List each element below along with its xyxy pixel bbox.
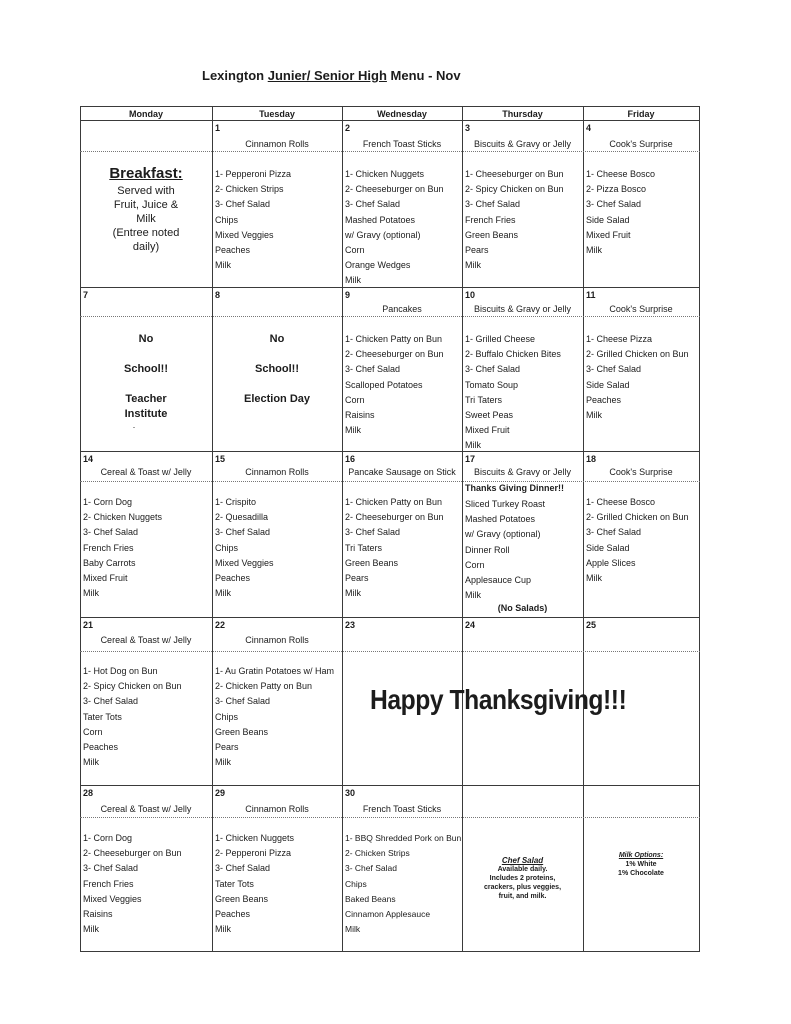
breakfast-special: Pancakes <box>382 304 422 314</box>
lunch-menu: 1- Chicken Nuggets 2- Cheeseburger on Bun 3- Chef Salad Mashed Potatoes w/ Gravy (optional) Corn Orange Wedges Milk <box>345 169 444 286</box>
lunch-menu: 1- Chicken Patty on Bun 2- Cheeseburger on Bun 3- Chef Salad Tri Taters Green Beans Pears Milk <box>345 497 444 599</box>
header-thursday: Thursday <box>502 109 543 119</box>
breakfast-heading: Breakfast: <box>109 165 183 182</box>
chef-salad-body: Available daily. Includes 2 proteins, crackers, plus veggies, fruit, and milk. <box>483 866 562 900</box>
header-wednesday: Wednesday <box>377 109 427 119</box>
lunch-menu: 1- Cheeseburger on Bun 2- Spicy Chicken on Bun 3- Chef Salad French Fries Green Beans Pears Milk <box>465 169 564 271</box>
breakfast-special: Cook's Surprise <box>609 467 673 477</box>
day-number: 29 <box>215 788 226 798</box>
milk-options-note <box>583 851 699 878</box>
breakfast-special: French Toast Sticks <box>362 139 442 149</box>
day-number: 18 <box>586 454 597 464</box>
breakfast-special: Biscuits & Gravy or Jelly <box>473 139 572 149</box>
breakfast-special: Cinnamon Rolls <box>245 804 309 814</box>
header-friday: Friday <box>627 109 655 119</box>
breakfast-special: Cereal & Toast w/ Jelly <box>100 804 192 814</box>
lunch-menu: 1- Cheese Bosco 2- Grilled Chicken on Bun 3- Chef Salad Side Salad Apple Slices Milk <box>586 497 689 584</box>
lunch-menu: 1- BBQ Shredded Pork on Bun 2- Chicken Strips 3- Chef Salad Chips Baked Beans Cinnamon Applesauce Milk <box>345 833 462 935</box>
day-number: 21 <box>83 620 94 630</box>
day-number: 3 <box>465 123 471 133</box>
day-number: 22 <box>215 620 226 630</box>
happy-thanksgiving-banner: Happy Thanksgiving!!! <box>370 684 627 715</box>
breakfast-special: Cinnamon Rolls <box>245 635 309 645</box>
lunch-menu: 1- Cheese Bosco 2- Pizza Bosco 3- Chef Salad Side Salad Mixed Fruit Milk <box>586 169 656 256</box>
lunch-menu: 1- Cheese Pizza 2- Grilled Chicken on Bun 3- Chef Salad Side Salad Peaches Milk <box>586 334 689 421</box>
breakfast-special: Pancake Sausage on Stick <box>348 467 456 477</box>
day-number: 16 <box>345 454 356 464</box>
lunch-menu: 1- Grilled Cheese 2- Buffalo Chicken Bites 3- Chef Salad Tomato Soup Tri Taters Sweet Peas Mixed Fruit Milk <box>465 334 561 451</box>
day-number: 15 <box>215 454 226 464</box>
no-salads-note: (No Salads) <box>497 603 548 613</box>
day-number: 7 <box>83 290 89 300</box>
lunch-menu: Sliced Turkey Roast Mashed Potatoes w/ Gravy (optional) Dinner Roll Corn Applesauce Cup Milk <box>465 499 546 601</box>
lunch-menu: 1- Pepperoni Pizza 2- Chicken Strips 3- Chef Salad Chips Mixed Veggies Peaches Milk <box>215 169 292 271</box>
day-number: 8 <box>215 290 221 300</box>
breakfast-special: Cook's Surprise <box>609 304 673 314</box>
breakfast-special: Biscuits & Gravy or Jelly <box>473 304 572 314</box>
day-number: 30 <box>345 788 356 798</box>
no-school-notice: No School!! Teacher Institute <box>124 333 168 420</box>
day-number: 9 <box>345 290 351 300</box>
milk-options-heading: Milk Options: <box>618 852 664 859</box>
header-monday: Monday <box>128 109 163 119</box>
thanksgiving-dinner-heading: Thanks Giving Dinner!! <box>465 483 565 493</box>
breakfast-special: Cinnamon Rolls <box>245 467 309 477</box>
lunch-menu: 1- Corn Dog 2- Cheeseburger on Bun 3- Chef Salad French Fries Mixed Veggies Raisins Milk <box>83 833 182 935</box>
page-title: Lexington Junier/ Senior High Menu - Nov <box>202 68 461 83</box>
day-number: 14 <box>83 454 94 464</box>
breakfast-info <box>80 164 212 254</box>
lunch-menu: 1- Chicken Patty on Bun 2- Cheeseburger on Bun 3- Chef Salad Scalloped Potatoes Corn Raisins Milk <box>345 334 444 436</box>
breakfast-special: Biscuits & Gravy or Jelly <box>473 467 572 477</box>
milk-options-body: 1% White 1% Chocolate <box>618 861 664 877</box>
lunch-menu: 1- Chicken Nuggets 2- Pepperoni Pizza 3- Chef Salad Tater Tots Green Beans Peaches Milk <box>215 833 295 935</box>
stray-mark: . <box>132 420 136 430</box>
day-number: 24 <box>465 620 476 630</box>
day-number: 28 <box>83 788 94 798</box>
breakfast-special: French Toast Sticks <box>362 804 442 814</box>
day-number: 1 <box>215 123 221 133</box>
lunch-menu: 1- Crispito 2- Quesadilla 3- Chef Salad Chips Mixed Veggies Peaches Milk <box>215 497 274 599</box>
lunch-menu: 1- Au Gratin Potatoes w/ Ham 2- Chicken Patty on Bun 3- Chef Salad Chips Green Beans Pears Milk <box>215 666 335 768</box>
day-number: 17 <box>465 454 476 464</box>
lunch-menu: 1- Hot Dog on Bun 2- Spicy Chicken on Bun 3- Chef Salad Tater Tots Corn Peaches Milk <box>83 666 182 768</box>
breakfast-special: Cereal & Toast w/ Jelly <box>100 635 192 645</box>
day-number: 4 <box>586 123 592 133</box>
header-tuesday: Tuesday <box>259 109 295 119</box>
day-number: 25 <box>586 620 597 630</box>
chef-salad-note <box>462 856 583 901</box>
day-number: 11 <box>586 290 596 300</box>
breakfast-text: Served with Fruit, Juice & Milk (Entree noted daily) <box>112 185 180 253</box>
lunch-menu: 1- Corn Dog 2- Chicken Nuggets 3- Chef Salad French Fries Baby Carrots Mixed Fruit Milk <box>83 497 163 599</box>
breakfast-special: Cereal & Toast w/ Jelly <box>100 467 192 477</box>
breakfast-special: Cook's Surprise <box>609 139 673 149</box>
breakfast-special: Cinnamon Rolls <box>245 139 309 149</box>
no-school-notice: No School!! Election Day <box>243 333 311 405</box>
day-number: 2 <box>345 123 351 133</box>
chef-salad-heading: Chef Salad <box>501 856 544 865</box>
day-number: 10 <box>465 290 476 300</box>
menu-calendar <box>80 106 700 952</box>
day-number: 23 <box>345 620 356 630</box>
